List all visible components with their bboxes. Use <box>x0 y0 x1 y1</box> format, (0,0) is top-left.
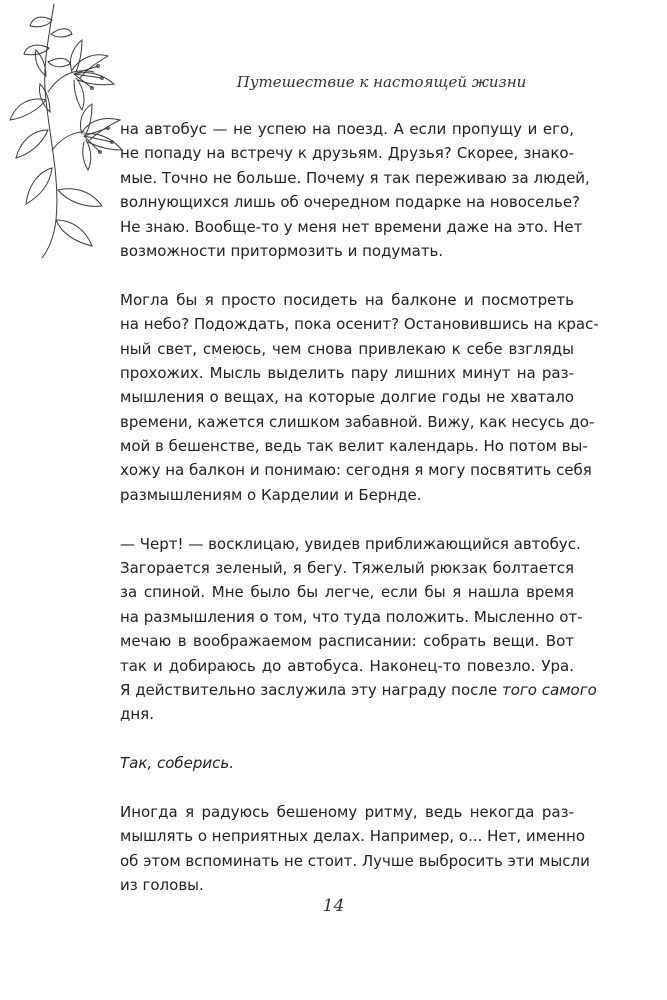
text-line: возможности притормозить и подумать. <box>120 241 444 260</box>
text-line: размышлениям о Карделии и Бернде. <box>120 485 422 504</box>
text-line: мечаю в воображаемом расписании: собрать вещи. Вот <box>120 632 574 651</box>
text-line: ный свет, смеюсь, чем снова привлекаю к себе взгляды <box>120 339 574 358</box>
paragraph-2 <box>120 288 599 508</box>
body-text <box>120 117 599 898</box>
text-line: мышления о вещах, на которые долгие годы не хватало <box>120 388 574 407</box>
text-line: за спиной. Мне было бы легче, если бы я нашла время <box>120 583 574 602</box>
text-line: на размышления о том, что туда положить. Мысленно от- <box>120 607 583 626</box>
text-line: времени, кажется слишком забавной. Вижу, как несусь до- <box>120 412 595 431</box>
paragraph-5 <box>120 800 590 898</box>
text-line: из головы. <box>120 876 204 895</box>
text-line: мышлять о неприятных делах. Например, о... Нет, именно <box>120 827 586 846</box>
text-line: мые. Точно не больше. Почему я так переживаю за людей, <box>120 168 590 187</box>
text-line: на автобус — не успею на поезд. А если пропущу и его, <box>120 120 574 138</box>
text-line: об этом вспоминать не стоит. Лучше выбросить эти мысли <box>120 851 590 870</box>
text-line: — Черт! — восклицаю, увидев приближающийся автобус. <box>120 534 581 553</box>
text-line: Я действительно заслужила эту награду после того самого <box>120 680 597 699</box>
text-line: на небо? Подождать, пока осенит? Остановившись на крас- <box>120 315 599 334</box>
floral-lily-icon <box>2 0 134 262</box>
paragraph-4 <box>120 751 574 775</box>
text-line: дня. <box>120 705 154 724</box>
text-line: так и добираюсь до автобуса. Наконец-то повезло. Ура. <box>120 656 574 675</box>
text-line: хожу на балкон и понимаю: сегодня я могу посвятить себя <box>120 461 592 480</box>
text-line: прохожих. Мысль выделить пару лишних минут на раз- <box>120 363 574 382</box>
italic-line: Так, соберись. <box>120 754 234 773</box>
paragraph-1 <box>120 117 590 263</box>
text-line: мой в бешенстве, ведь так велит календарь. Но потом вы- <box>120 437 588 456</box>
text-line: Могла бы я просто посидеть на балконе и посмотреть <box>120 290 574 309</box>
text-line: Загорается зеленый, я бегу. Тяжелый рюкзак болтается <box>120 559 574 578</box>
page-number: 14 <box>322 896 345 916</box>
paragraph-3 <box>120 532 597 727</box>
running-header: Путешествие к настоящей жизни <box>236 73 527 91</box>
text-line: Иногда я радуюсь бешеному ритму, ведь некогда раз- <box>120 802 574 821</box>
text-line: не попаду на встречу к друзьям. Друзья? Скорее, знако- <box>120 144 574 163</box>
text-line: волнующихся лишь об очередном подарке на новоселье? <box>120 193 581 212</box>
text-line: Не знаю. Вообще-то у меня нет времени даже на это. Нет <box>120 217 583 236</box>
emphasis-text: того самого <box>502 680 597 699</box>
